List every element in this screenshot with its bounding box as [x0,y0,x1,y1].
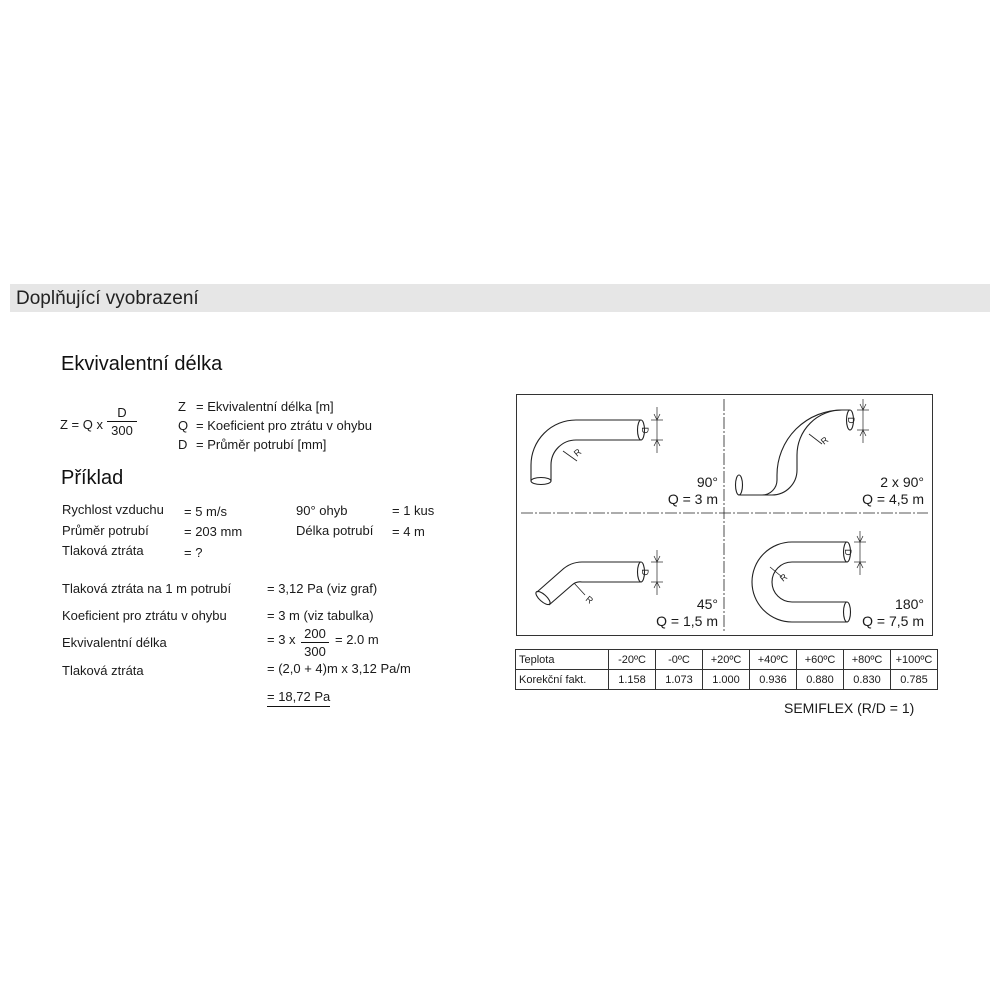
caption-90-angle: 90° [696,474,718,490]
bend-diagrams [517,395,932,635]
loss-per-meter-value: = 3,12 Pa (viz graf) [267,581,378,596]
temp-cell: +60ºC [797,650,844,670]
dim-d-180: D [843,549,853,556]
bend-coefficient-label: Koeficient pro ztrátu v ohybu [62,608,227,623]
factor-cell: 0.936 [750,670,797,690]
dim-r-180: R [777,571,790,584]
formula-fraction [107,405,137,438]
temp-cell: +100ºC [891,650,938,670]
dim-d-2x90: D [846,417,856,424]
temperature-row [516,650,938,670]
equivalent-length-prefix: = 3 x [267,632,296,647]
dim-r-45: R [583,593,596,606]
bend-label: 90° ohyb [296,503,348,518]
final-result [267,689,330,704]
factor-cell: 1.000 [703,670,750,690]
bend-180-drawing [752,531,866,622]
caption-180-q: Q = 7,5 m [862,613,924,629]
dim-r-2x90: R [818,434,831,447]
dim-d-45: D [640,569,650,576]
example-title: Příklad [61,467,124,489]
temp-cell: -20ºC [609,650,656,670]
equivalent-length-fraction [301,626,329,659]
bend-value: = 1 kus [392,503,435,518]
bend-2x90-drawing [736,399,870,495]
section-header-bar [10,284,990,312]
factor-cell: 0.830 [844,670,891,690]
legend-text-d: = Průměr potrubí [mm] [196,437,327,452]
legend-text-q: = Koeficient pro ztrátu v ohybu [196,418,372,433]
dim-r-90: R [571,446,584,459]
caption-45-angle: 45° [696,596,718,612]
equivalent-length-label: Ekvivalentní délka [62,635,167,650]
caption-2x90-q: Q = 4,5 m [862,491,924,507]
factor-cell: 1.073 [656,670,703,690]
factor-cell: 0.785 [891,670,938,690]
diameter-label: Průměr potrubí [62,523,149,538]
temperature-row-label: Teplota [516,650,609,670]
product-label: SEMIFLEX (R/D = 1) [784,700,915,716]
loss-per-meter-label: Tlaková ztráta na 1 m potrubí [62,581,232,596]
final-result-value: = 18,72 Pa [267,689,330,707]
equivalent-length-result: = 2.0 m [335,632,379,647]
air-speed-label: Rychlost vzduchu [62,502,164,517]
caption-2x90-angle: 2 x 90° [880,474,924,490]
equivalent-length-title: Ekvivalentní délka [61,353,223,375]
dim-d-90: D [640,427,650,434]
temp-cell: +80ºC [844,650,891,670]
formula-numerator: D [107,405,137,422]
air-speed-value: = 5 m/s [184,504,227,519]
diameter-value: = 203 mm [184,524,243,539]
factor-cell: 1.158 [609,670,656,690]
total-loss-formula: = (2,0 + 4)m x 3,12 Pa/m [267,661,411,676]
caption-180-angle: 180° [895,596,924,612]
bend-diagram-box [516,394,933,636]
bend-90-drawing [531,407,663,485]
legend-symbol-d: D [178,437,188,452]
legend-symbol-q: Q [178,418,189,433]
caption-90-q: Q = 3 m [667,491,718,507]
length-value: = 4 m [392,524,425,539]
legend-symbol-z: Z [178,399,186,414]
legend-text-z: = Ekvivalentní délka [m] [196,399,334,414]
equivalent-length-denominator: 300 [304,644,326,659]
correction-table [515,649,938,690]
temp-cell: +40ºC [750,650,797,670]
factor-cell: 0.880 [797,670,844,690]
section-header-title: Doplňující vyobrazení [16,288,199,309]
equivalent-length-numerator: 200 [301,626,329,643]
pressure-loss-label: Tlaková ztráta [62,543,144,558]
formula-lhs: Z = Q x [60,417,103,432]
temp-cell: -0ºC [656,650,703,670]
temp-cell: +20ºC [703,650,750,670]
bend-coefficient-value: = 3 m (viz tabulka) [267,608,374,623]
length-label: Délka potrubí [296,523,374,538]
bend-45-drawing [534,550,663,607]
factor-row-label: Korekční fakt. [516,670,609,690]
formula-denominator: 300 [111,423,133,438]
factor-row [516,670,938,690]
caption-45-q: Q = 1,5 m [656,613,718,629]
pressure-loss-value: = ? [184,545,203,560]
total-loss-label: Tlaková ztráta [62,663,144,678]
